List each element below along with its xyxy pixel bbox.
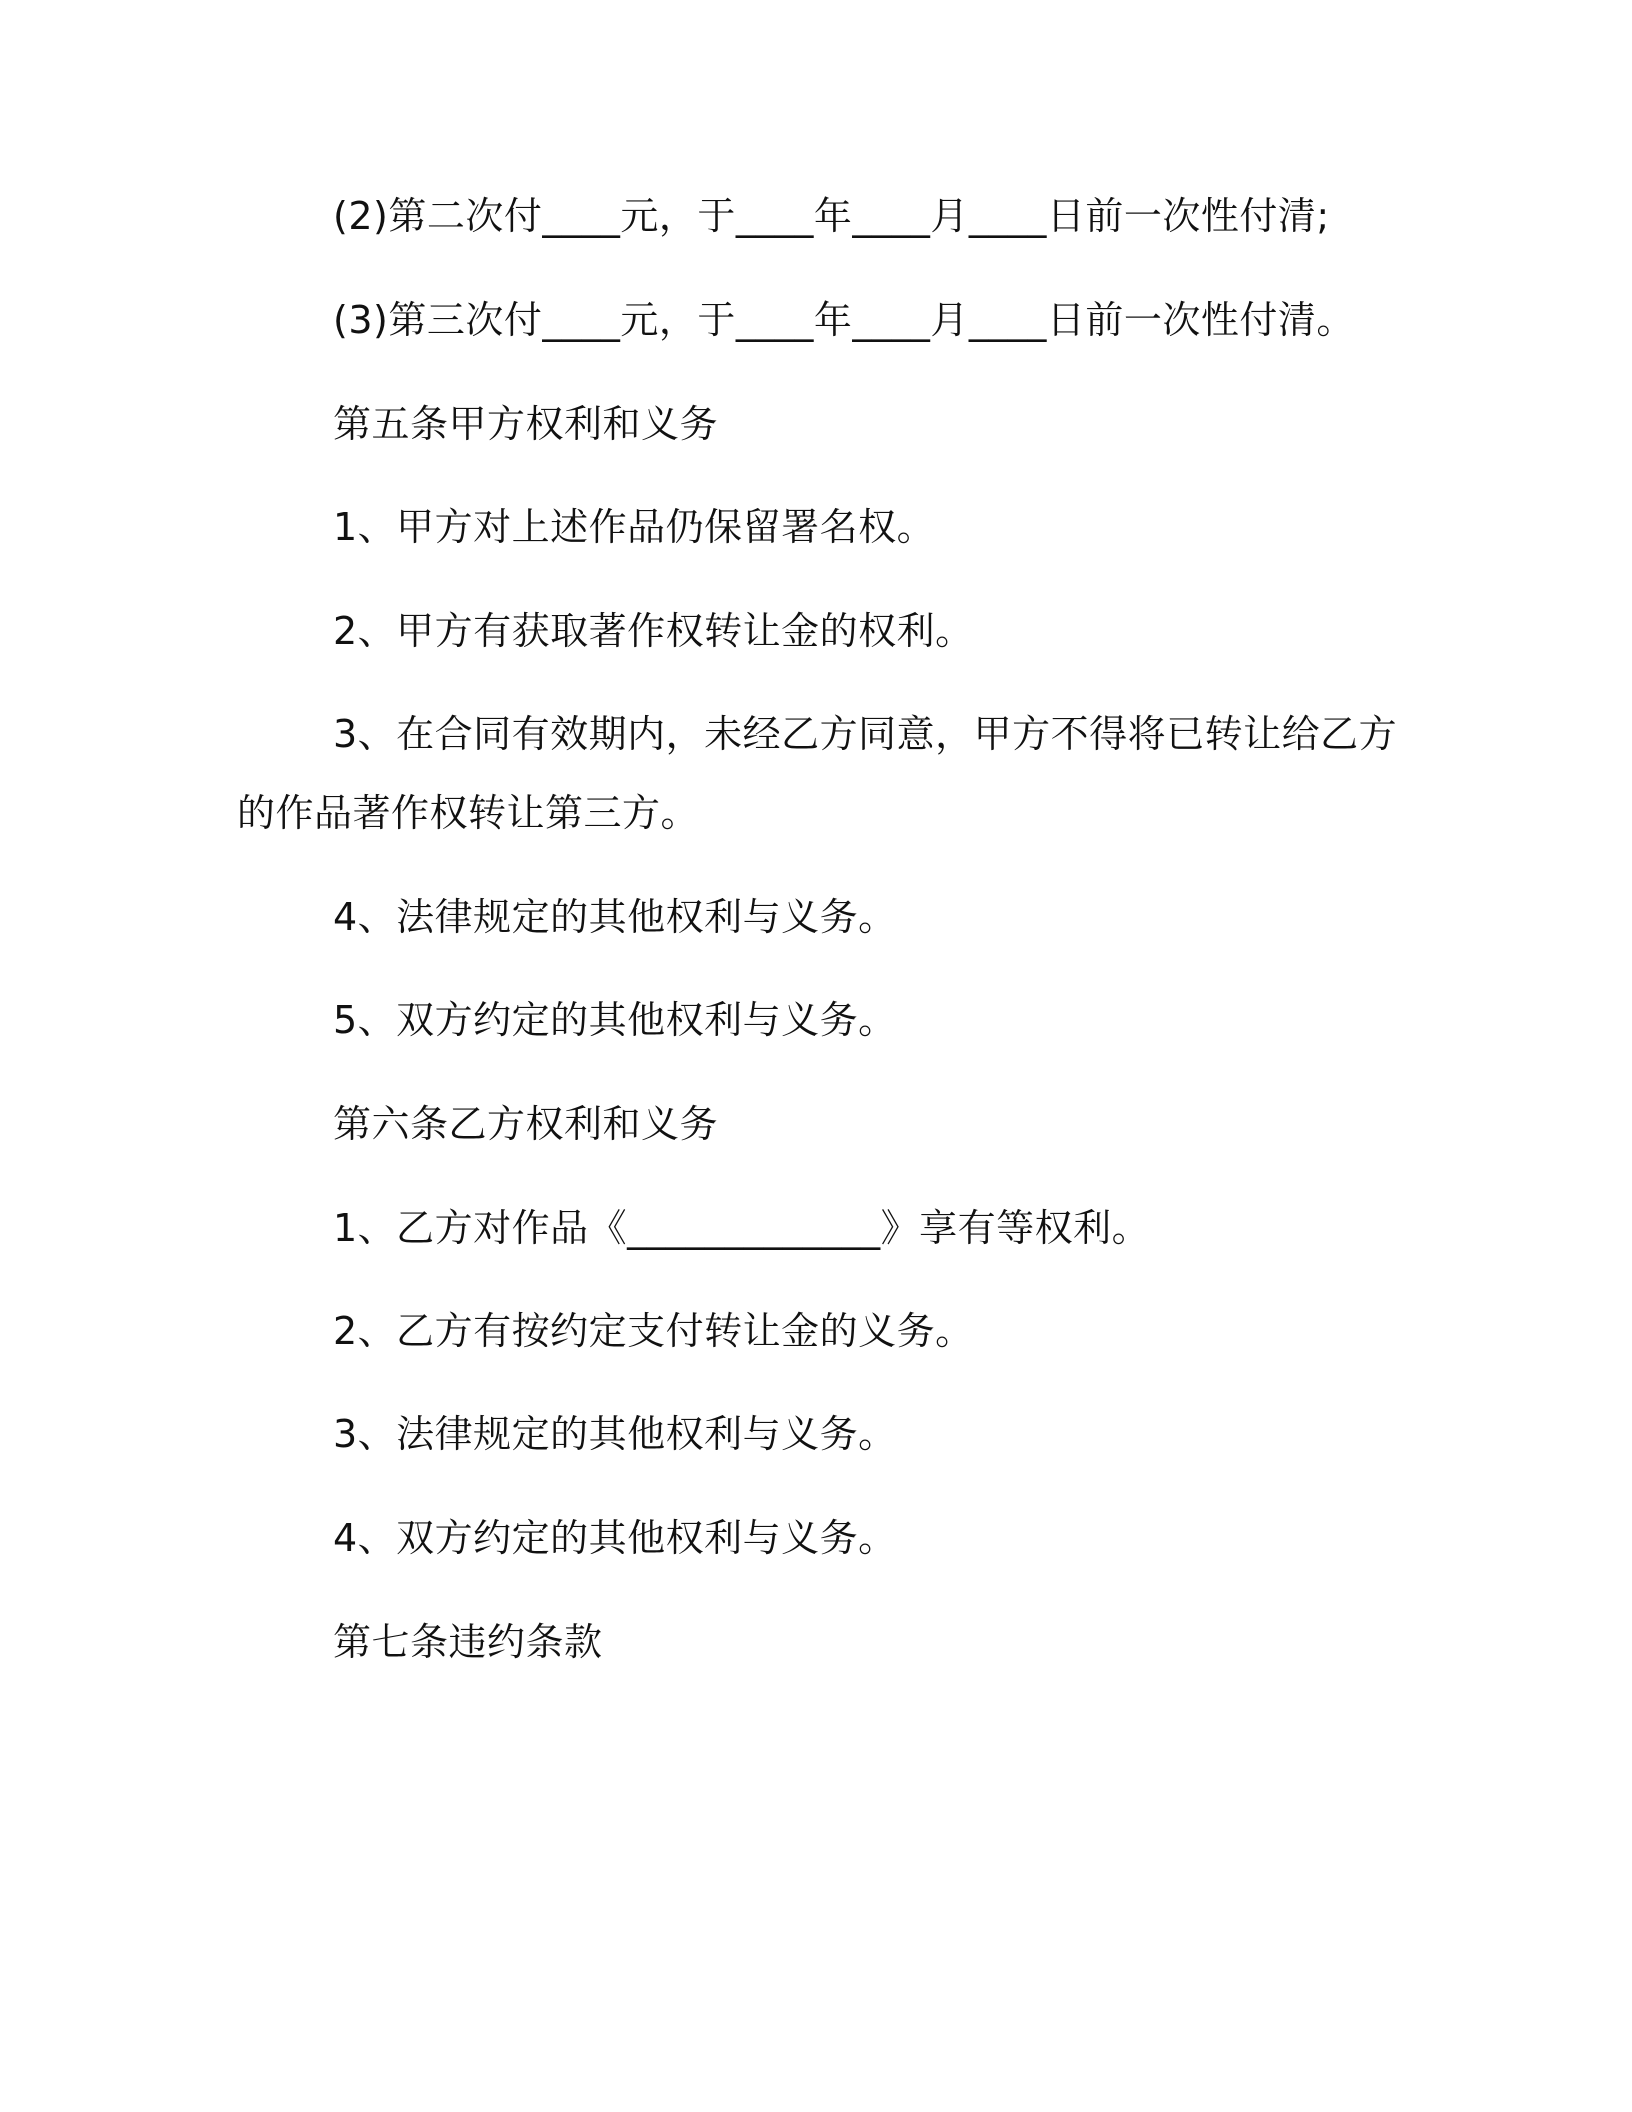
article-heading-5: 第五条甲方权利和义务 xyxy=(333,402,719,446)
article-heading-6: 第六条乙方权利和义务 xyxy=(333,1102,719,1146)
party-a-item-3-line-1: 3、在合同有效期内，未经乙方同意，甲方不得将已转让给乙方 xyxy=(333,712,1398,756)
party-a-item-4: 4、法律规定的其他权利与义务。 xyxy=(333,895,897,939)
party-b-item-4: 4、双方约定的其他权利与义务。 xyxy=(333,1516,897,1560)
party-a-item-3-line-2: 的作品著作权转让第三方。 xyxy=(237,791,700,835)
party-b-item-3: 3、法律规定的其他权利与义务。 xyxy=(333,1412,897,1456)
party-b-item-2: 2、乙方有按约定支付转让金的义务。 xyxy=(333,1309,974,1353)
party-a-item-5: 5、双方约定的其他权利与义务。 xyxy=(333,998,897,1042)
party-a-item-2: 2、甲方有获取著作权转让金的权利。 xyxy=(333,609,974,653)
party-b-item-1: 1、乙方对作品《_____________》享有等权利。 xyxy=(333,1206,1151,1250)
payment-clause-second: (2)第二次付____元，于____年____月____日前一次性付清; xyxy=(333,194,1330,238)
article-heading-7: 第七条违约条款 xyxy=(333,1620,603,1664)
payment-clause-third: (3)第三次付____元，于____年____月____日前一次性付清。 xyxy=(333,298,1355,342)
party-a-item-1: 1、甲方对上述作品仍保留署名权。 xyxy=(333,505,936,549)
